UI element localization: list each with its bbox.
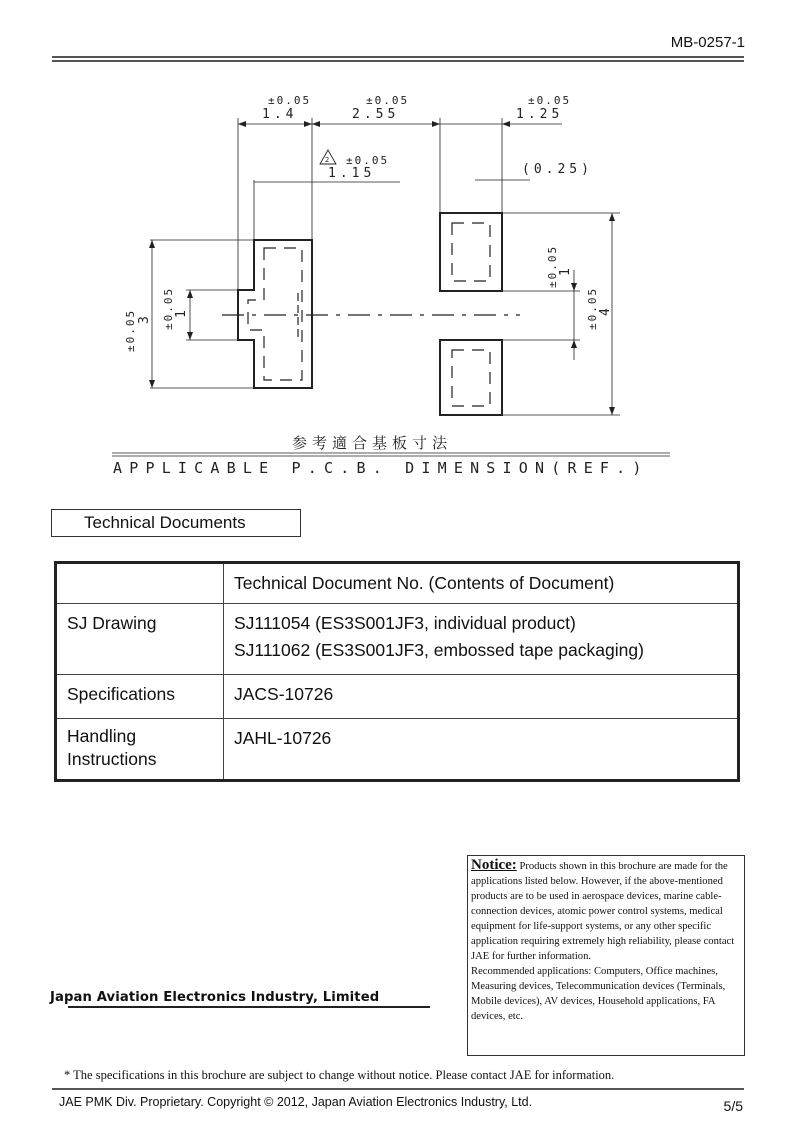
- dim-3: 3: [137, 316, 152, 324]
- row-label: Specifications: [56, 675, 224, 719]
- header-rule-2: [52, 60, 744, 62]
- technical-documents-table: [54, 561, 740, 782]
- doc-line: SJ111054 (ES3S001JF3, individual product): [234, 613, 576, 633]
- dim-ref-0-25: (0.25): [522, 162, 593, 177]
- row-label: Handling Instructions: [56, 719, 224, 781]
- table-header-cell: Technical Document No. (Contents of Document): [224, 563, 739, 604]
- dim-1-15: 1.15: [328, 166, 376, 181]
- dim-1-left: 1: [174, 310, 189, 318]
- notice-recommended: Recommended applications: Computers, Office machines, Measuring devices, Telecommunication devices (Terminals, Mobile devices), AV devices, Household applications, FA devices, etc.: [471, 966, 726, 1022]
- row-value: JAHL-10726: [224, 719, 739, 781]
- dim-2-55: 2.55: [352, 107, 400, 122]
- dim-1-4: 1.4: [262, 107, 298, 122]
- table-header-row: [56, 563, 739, 604]
- dim-left-tol: ±0.05: [124, 308, 137, 352]
- dim-1-right: 1: [558, 268, 573, 276]
- document-number: MB-0257-1: [670, 34, 745, 51]
- dim-tol-2: ±0.05: [366, 94, 410, 107]
- row-value: JACS-10726: [224, 675, 739, 719]
- dim-right-outer-tol: ±0.05: [586, 286, 599, 330]
- dim-tol-1: ±0.05: [268, 94, 312, 107]
- table-row: [56, 675, 739, 719]
- revision-mark: 2: [325, 156, 330, 164]
- page-number: 5/5: [723, 1098, 743, 1114]
- dim-tol-mid: ±0.05: [346, 154, 390, 167]
- table-header-empty: [56, 563, 224, 604]
- caption-japanese: 参考適合基板寸法: [292, 434, 453, 452]
- notice-text: Products shown in this brochure are made for the applications listed below. However, if the above-mentioned products are to be used in aerospace devices, marine cable-connection devices, atomic power control systems, medical equipment for life-support systems, or any other specific application requiring extremely high reliability, please contact JAE for further information.: [471, 861, 735, 962]
- dim-tol-3: ±0.05: [528, 94, 572, 107]
- caption-english: APPLICABLE P.C.B. DIMENSION(REF.): [113, 459, 649, 477]
- row-label: SJ Drawing: [56, 604, 224, 675]
- disclaimer: * The specifications in this brochure are subject to change without notice. Please contact JAE for information.: [64, 1068, 615, 1082]
- header-rule: [52, 56, 744, 58]
- pcb-dimension-drawing: [0, 80, 793, 480]
- notice-box: [467, 855, 745, 1056]
- notice-label: Notice:: [471, 857, 517, 873]
- dim-right-inner-tol: ±0.05: [546, 244, 559, 288]
- dim-left-inner-tol: ±0.05: [162, 286, 175, 330]
- dim-4: 4: [598, 308, 613, 316]
- dim-1-25: 1.25: [516, 107, 564, 122]
- technical-documents-title: Technical Documents: [51, 509, 301, 537]
- table-row: [56, 719, 739, 781]
- company-underline: [68, 1006, 430, 1008]
- footer-copyright: JAE PMK Div. Proprietary. Copyright © 2012, Japan Aviation Electronics Industry, Ltd.: [59, 1095, 533, 1109]
- doc-line: SJ111062 (ES3S001JF3, embossed tape packaging): [234, 640, 644, 660]
- table-row: [56, 604, 739, 675]
- footer-rule: [52, 1088, 744, 1090]
- company-name: Japan Aviation Electronics Industry, Limited: [50, 990, 380, 1005]
- row-value: [224, 604, 739, 675]
